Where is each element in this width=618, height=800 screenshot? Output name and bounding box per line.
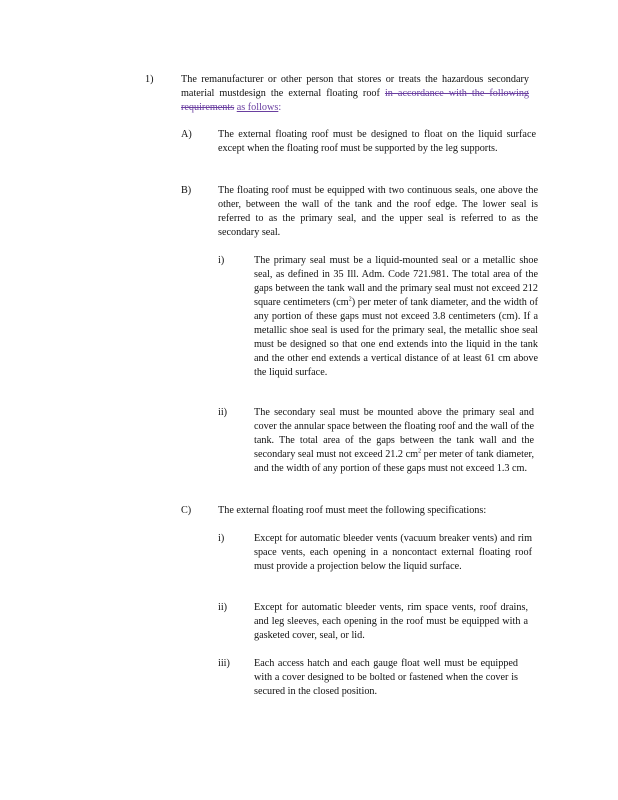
item-1-label: 1) xyxy=(145,74,154,85)
inserted-text: as follows xyxy=(236,102,279,113)
item-C-i-label: i) xyxy=(218,533,225,544)
item-C-i-text: Except for automatic bleeder vents (vacuum breaker vents) and rim space vents, each opening in a noncontact external floating roof must provide a projection below the liquid surface. xyxy=(254,533,532,572)
item-A-text: The external floating roof must be designed to float on the liquid surface except when the floating roof must be supported by the leg supports. xyxy=(218,129,536,154)
superscript-2: 2 xyxy=(348,296,352,303)
item-B-i-text xyxy=(254,254,538,380)
item-A-label: A) xyxy=(181,129,192,140)
item-C-ii-text: Except for automatic bleeder vents, rim space vents, roof drains, and leg sleeves, each opening in the roof must be equipped with a gasketed cover, seal, or lid. xyxy=(254,602,528,641)
item-1-text-a: The remanufacturer or other person that stores or treats the hazardous secondary material must xyxy=(181,74,529,99)
item-B-ii-text-b: per meter of tank diameter, and the width of any portion of these gaps must not exceed 1.3 cm. xyxy=(254,449,535,474)
item-B-i-text-a: The primary seal must be a liquid-mounted seal or a metallic shoe seal, as defined in 35 Ill. Adm. Code 721.981. The total area of the gaps between the tank wall and the primary seal must not exceed 212 square centimeters (cm xyxy=(254,255,538,308)
item-C-text: The external floating roof must meet the following specifications: xyxy=(218,505,487,516)
superscript-2: 2 xyxy=(418,448,422,455)
deleted-text: in accordance with the following requirements xyxy=(181,88,530,113)
item-B-i-label: i) xyxy=(218,255,225,266)
item-C-ii-label: ii) xyxy=(218,602,228,613)
item-C-iii-text: Each access hatch and each gauge float well must be equipped with a cover designed to be bolted or fastened when the cover is secured in the closed position. xyxy=(254,658,518,697)
item-C-iii-label: iii) xyxy=(218,658,230,669)
item-1-end: : xyxy=(278,102,282,113)
item-1-text xyxy=(181,73,529,115)
item-B-text: The floating roof must be equipped with two continuous seals, one above the other, between the wall of the tank and the roof edge. The lower seal is referred to as the primary seal, and the upper seal is referred to as the secondary seal. xyxy=(218,185,538,238)
item-B-ii-text-a: The secondary seal must be mounted above the primary seal and cover the annular space between the floating roof and the wall of the tank. The total area of the gaps between the tank wall and the secondary seal must not exceed 21.2 cm xyxy=(254,407,534,460)
item-B-i-text-b: ) per meter of tank diameter, and the width of any portion of these gaps must not exceed 3.8 centimeters (cm). If a metallic shoe seal is used for the primary seal, the metallic shoe seal must be designed so that one end extends into the liquid in the tank and the other end extends a vertical distance of at least 61 cm above the liquid surface. xyxy=(254,297,538,378)
item-1-text-b: design the external floating roof xyxy=(239,88,380,99)
item-B-ii-label: ii) xyxy=(218,407,228,418)
item-B-ii-text xyxy=(254,406,534,476)
item-B-label: B) xyxy=(181,185,192,196)
item-C-label: C) xyxy=(181,505,192,516)
